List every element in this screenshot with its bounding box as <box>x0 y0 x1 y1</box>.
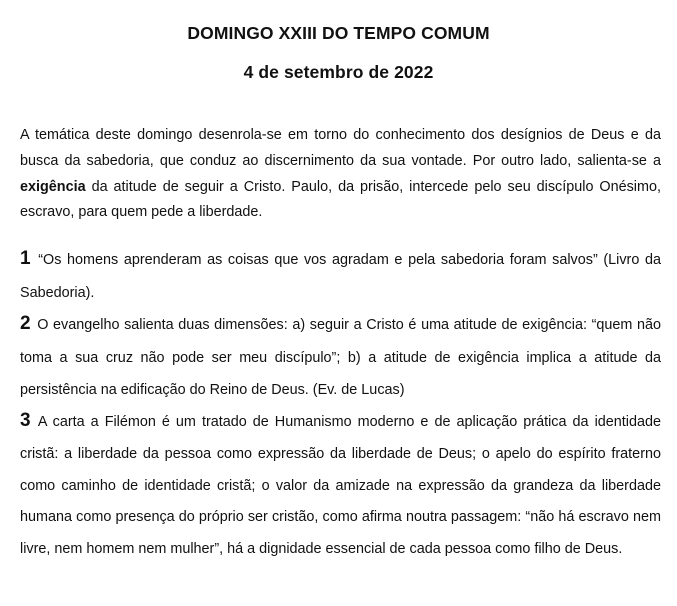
numbered-item <box>20 243 661 309</box>
numbered-item <box>20 405 661 566</box>
intro-emphasis: exigência <box>20 178 86 195</box>
item-text: “Os homens aprenderam as coisas que vos agradam e pela sabedoria foram salvos” (Livro da Sabedoria). <box>20 252 661 301</box>
item-number: 2 <box>20 313 31 334</box>
page-title: DOMINGO XXIII DO TEMPO COMUM <box>187 23 490 43</box>
item-text: O evangelho salienta duas dimensões: a) seguir a Cristo é uma atitude de exigência: “quem não toma a sua cruz não pode ser meu discípulo”; b) a atitude de exigência implica a atitude da persistência na edificação do Reino de Deus. (Ev. de Lucas) <box>20 317 662 398</box>
intro-paragraph <box>20 123 661 226</box>
item-text: A carta a Filémon é um tratado de Humanismo moderno e de aplicação prática da identidade cristã: a liberdade da pessoa como expressão da liberdade de Deus; o apelo do espírito fraterno como caminho de identidade cristã; o valor da amizade na expressão da grandeza da liberdade humana como presença do próprio ser cristão, como afirma noutra passagem: “não há escravo nem livre, nem homem nem mulher”, há a dignidade essencial de cada pessoa como filho de Deus. <box>20 414 661 558</box>
item-number: 3 <box>20 410 31 431</box>
item-number: 1 <box>20 248 31 269</box>
numbered-item <box>20 308 661 407</box>
intro-text-before: A temática deste domingo desenrola-se em torno do conhecimento dos desígnios de Deus e da busca da sabedoria, que conduz ao discernimento da sua vontade. Por outro lado, salienta-se a <box>20 127 661 169</box>
page-date: 4 de setembro de 2022 <box>243 62 434 82</box>
intro-text-after: da atitude de seguir a Cristo. Paulo, da prisão, intercede pelo seu discípulo Onésimo, escravo, para quem pede a liberdade. <box>20 178 661 221</box>
